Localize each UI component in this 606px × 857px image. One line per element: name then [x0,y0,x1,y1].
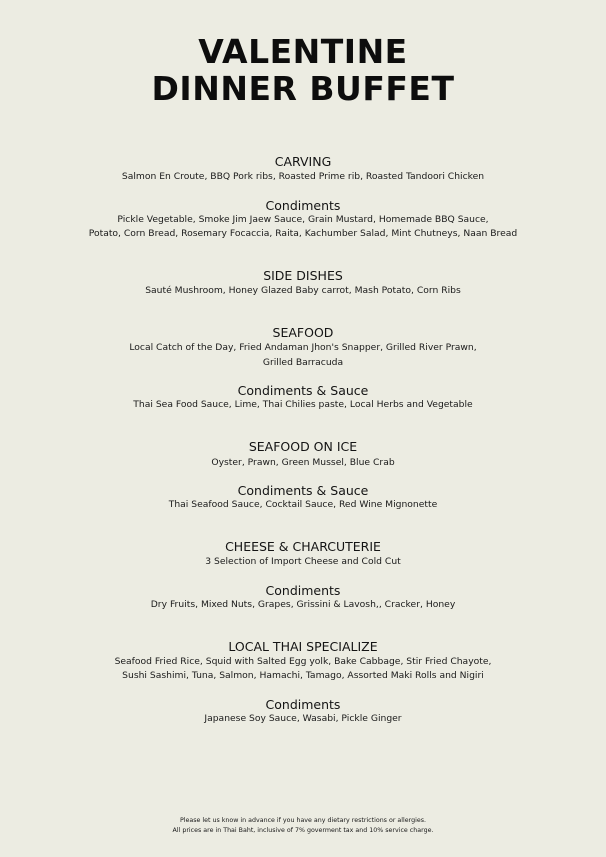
section-items-cheese: 3 Selection of Import Cheese and Cold Cut [205,556,401,567]
section-items-seafood-condiments: Thai Sea Food Sauce, Lime, Thai Chilies paste, Local Herbs and Vegetable [133,399,473,410]
section-items-ice-condiments: Thai Seafood Sauce, Cocktail Sauce, Red Wine Mignonette [168,499,438,510]
menu-title-line-1: VALENTINE [198,32,408,71]
section-heading-cheese: CHEESE & CHARCUTERIE [225,539,381,554]
section-items-seafood-2: Grilled Barracuda [262,357,344,368]
section-heading-cheese-condiments: Condiments [265,583,341,598]
section-items-local-thai-1: Seafood Fried Rice, Squid with Salted Egg yolk, Bake Cabbage, Stir Fried Chayote, [114,656,492,667]
section-heading-carving-condiments: Condiments [265,198,341,213]
section-items-seafood-1: Local Catch of the Day, Fried Andaman Jhon's Snapper, Grilled River Prawn, [129,342,477,353]
section-items-seafood-on-ice: Oyster, Prawn, Green Mussel, Blue Crab [211,457,395,468]
section-heading-carving: CARVING [274,154,332,169]
section-heading-seafood-condiments: Condiments & Sauce [237,383,369,398]
footer-price-note: All prices are in Thai Baht, inclusive of 7% goverment tax and 10% service charge. [172,827,434,834]
section-heading-seafood: SEAFOOD [272,325,334,340]
section-items-carving: Salmon En Croute, BBQ Pork ribs, Roasted Prime rib, Roasted Tandoori Chicken [121,171,485,182]
section-heading-ice-condiments: Condiments & Sauce [237,483,369,498]
section-items-carving-condiments-1: Pickle Vegetable, Smoke Jim Jaew Sauce, Grain Mustard, Homemade BBQ Sauce, [117,214,489,225]
section-items-cheese-condiments: Dry Fruits, Mixed Nuts, Grapes, Grissini & Lavosh,, Cracker, Honey [150,599,456,610]
section-heading-local-thai: LOCAL THAI SPECIALIZE [228,639,378,654]
section-heading-side-dishes: SIDE DISHES [263,268,343,283]
section-heading-thai-condiments: Condiments [265,697,341,712]
menu-title-line-2: DINNER BUFFET [151,69,455,108]
section-items-side-dishes: Sauté Mushroom, Honey Glazed Baby carrot, Mash Potato, Corn Ribs [145,285,461,296]
section-items-local-thai-2: Sushi Sashimi, Tuna, Salmon, Hamachi, Tamago, Assorted Maki Rolls and Nigiri [122,670,484,681]
footer-dietary-note: Please let us know in advance if you have any dietary restrictions or allergies. [179,817,427,824]
section-heading-seafood-on-ice: SEAFOOD ON ICE [248,439,358,454]
section-items-thai-condiments: Japanese Soy Sauce, Wasabi, Pickle Ginger [204,713,402,724]
section-items-carving-condiments-2: Potato, Corn Bread, Rosemary Focaccia, Raita, Kachumber Salad, Mint Chutneys, Naan Bread [88,228,518,239]
